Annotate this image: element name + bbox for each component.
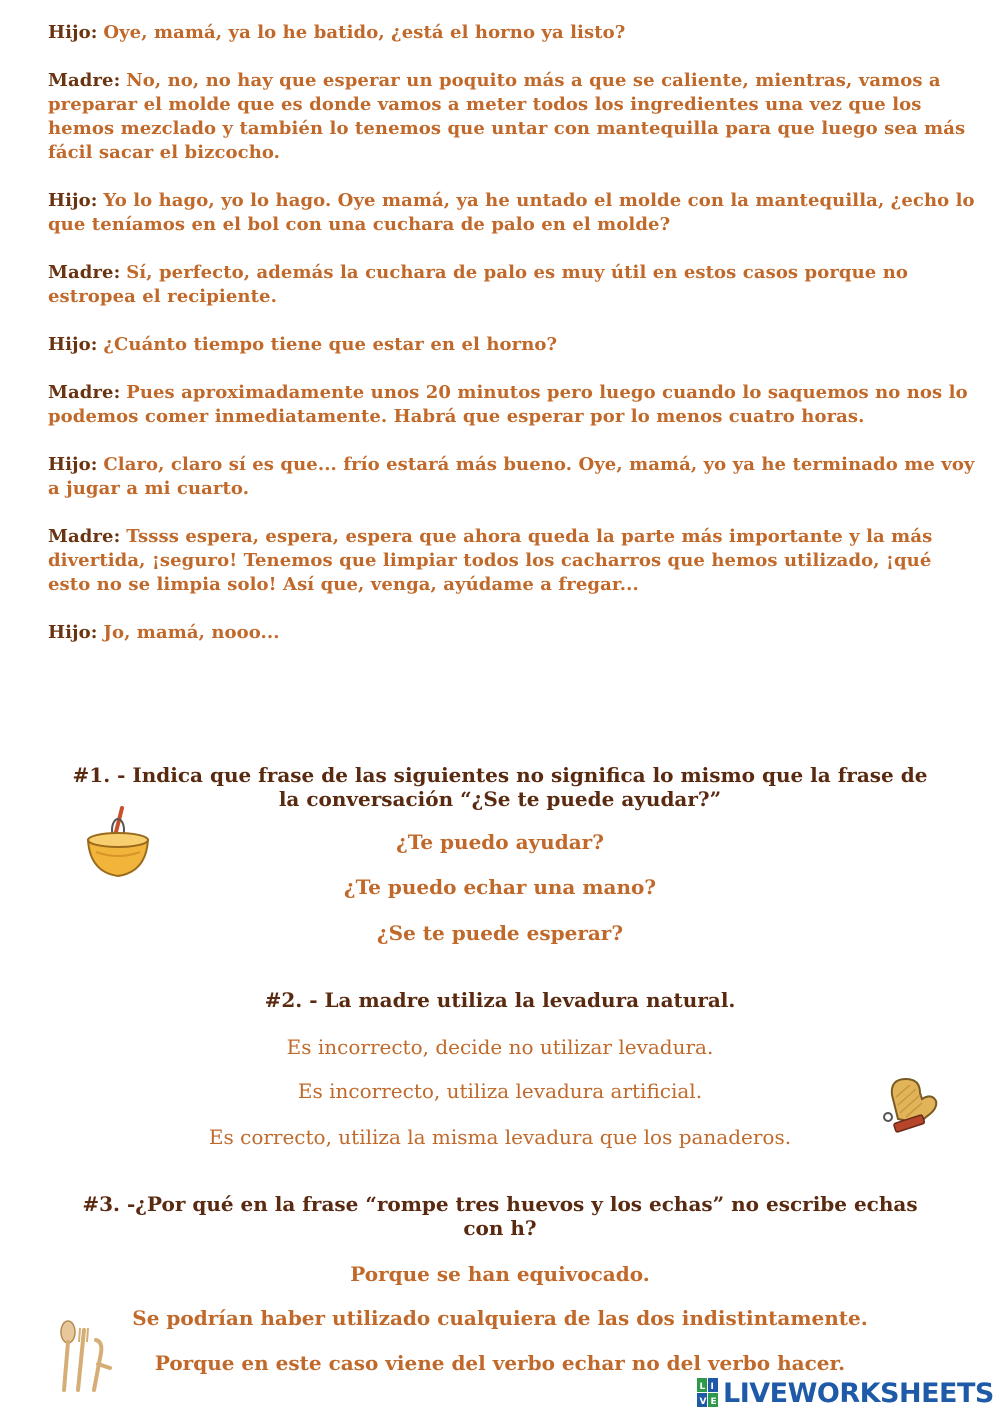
speaker-label: Madre: bbox=[48, 262, 121, 283]
question-1-option-2[interactable]: ¿Te puedo echar una mano? bbox=[343, 875, 657, 899]
speaker-label: Madre: bbox=[48, 70, 121, 91]
speaker-label: Hijo: bbox=[48, 334, 98, 355]
question-2-option-3[interactable]: Es correcto, utiliza la misma levadura que los panaderos. bbox=[208, 1125, 792, 1149]
question-3-option-1[interactable]: Porque se han equivocado. bbox=[350, 1262, 650, 1286]
dialogue-line: ¿Cuánto tiempo tiene que estar en el horno? bbox=[103, 334, 558, 355]
speaker-label: Madre: bbox=[48, 526, 121, 547]
dialogue-line: Jo, mamá, nooo... bbox=[103, 622, 280, 643]
dialogue-line: Claro, claro sí es que... frío estará más bueno. Oye, mamá, yo ya he terminado me voy a jugar a mi cuarto. bbox=[48, 454, 975, 499]
utensils-icon bbox=[54, 1320, 114, 1392]
dialogue-turn bbox=[48, 621, 978, 645]
question-2-option-1[interactable]: Es incorrecto, decide no utilizar levadura. bbox=[286, 1035, 714, 1059]
dialogue-turn bbox=[48, 381, 978, 429]
speaker-label: Hijo: bbox=[48, 22, 98, 43]
question-1-option-3[interactable]: ¿Se te puede esperar? bbox=[376, 921, 624, 945]
speaker-label: Hijo: bbox=[48, 454, 98, 475]
dialogue-line: Sí, perfecto, además la cuchara de palo es muy útil en estos casos porque no estropea el recipiente. bbox=[48, 262, 908, 307]
dialogue-turn bbox=[48, 189, 978, 237]
question-2-prompt: #2. - La madre utiliza la levadura natural. bbox=[264, 988, 736, 1012]
logo-badge-letter: I bbox=[710, 1382, 714, 1392]
question-3-prompt: #3. -¿Por qué en la frase “rompe tres huevos y los echas” no escribe echas con h? bbox=[82, 1192, 918, 1240]
dialogue-turn bbox=[48, 525, 978, 597]
liveworksheets-logo bbox=[697, 1378, 994, 1408]
question-3-option-2[interactable]: Se podrían haber utilizado cualquiera de las dos indistintamente. bbox=[132, 1306, 868, 1330]
dialogue-line: No, no, no hay que esperar un poquito más a que se caliente, mientras, vamos a preparar el molde que es donde vamos a meter todos los ingredientes una vez que los hemos mezclado y también lo tenemos que untar con mantequilla para que luego sea más fácil sacar el bizcocho. bbox=[48, 70, 966, 163]
dialogue-turn bbox=[48, 453, 978, 501]
speaker-label: Hijo: bbox=[48, 190, 98, 211]
dialogue-line: Yo lo hago, yo lo hago. Oye mamá, ya he untado el molde con la mantequilla, ¿echo lo que teníamos en el bol con una cuchara de palo en el molde? bbox=[48, 190, 975, 235]
question-1-option-1[interactable]: ¿Te puedo ayudar? bbox=[396, 830, 604, 854]
dialogue-turn bbox=[48, 261, 978, 309]
logo-badge-letter: E bbox=[710, 1397, 717, 1407]
logo-badge-letter: L bbox=[699, 1382, 706, 1392]
dialogue-turn bbox=[48, 69, 978, 165]
mixing-bowl-icon bbox=[84, 800, 154, 880]
dialogue-turn bbox=[48, 333, 978, 357]
logo-text: LIVEWORKSHEETS bbox=[723, 1377, 994, 1409]
dialogue-line: Pues aproximadamente unos 20 minutos pero luego cuando lo saquemos no nos lo podemos comer inmediatamente. Habrá que esperar por lo menos cuatro horas. bbox=[48, 382, 968, 427]
oven-mitt-icon bbox=[880, 1075, 946, 1137]
liveworksheets-badge-icon bbox=[697, 1378, 719, 1408]
question-2-option-2[interactable]: Es incorrecto, utiliza levadura artificial. bbox=[297, 1079, 703, 1103]
question-3-option-3[interactable]: Porque en este caso viene del verbo echar no del verbo hacer. bbox=[154, 1351, 846, 1375]
speaker-label: Hijo: bbox=[48, 622, 98, 643]
dialogue-line: Tssss espera, espera, espera que ahora queda la parte más importante y la más divertida, ¡seguro! Tenemos que limpiar todos los cacharros que hemos utilizado, ¡qué esto no se limpia solo! Así que, venga, ayúdame a fregar... bbox=[48, 526, 933, 595]
logo-badge-letter: V bbox=[699, 1397, 707, 1407]
speaker-label: Madre: bbox=[48, 382, 121, 403]
dialogue-line: Oye, mamá, ya lo he batido, ¿está el horno ya listo? bbox=[103, 22, 626, 43]
dialogue-turn bbox=[48, 21, 978, 45]
dialogue-section bbox=[48, 21, 978, 669]
question-1-prompt: #1. - Indica que frase de las siguientes no significa lo mismo que la frase de la conversación “¿Se te puede ayudar?” bbox=[72, 763, 928, 811]
